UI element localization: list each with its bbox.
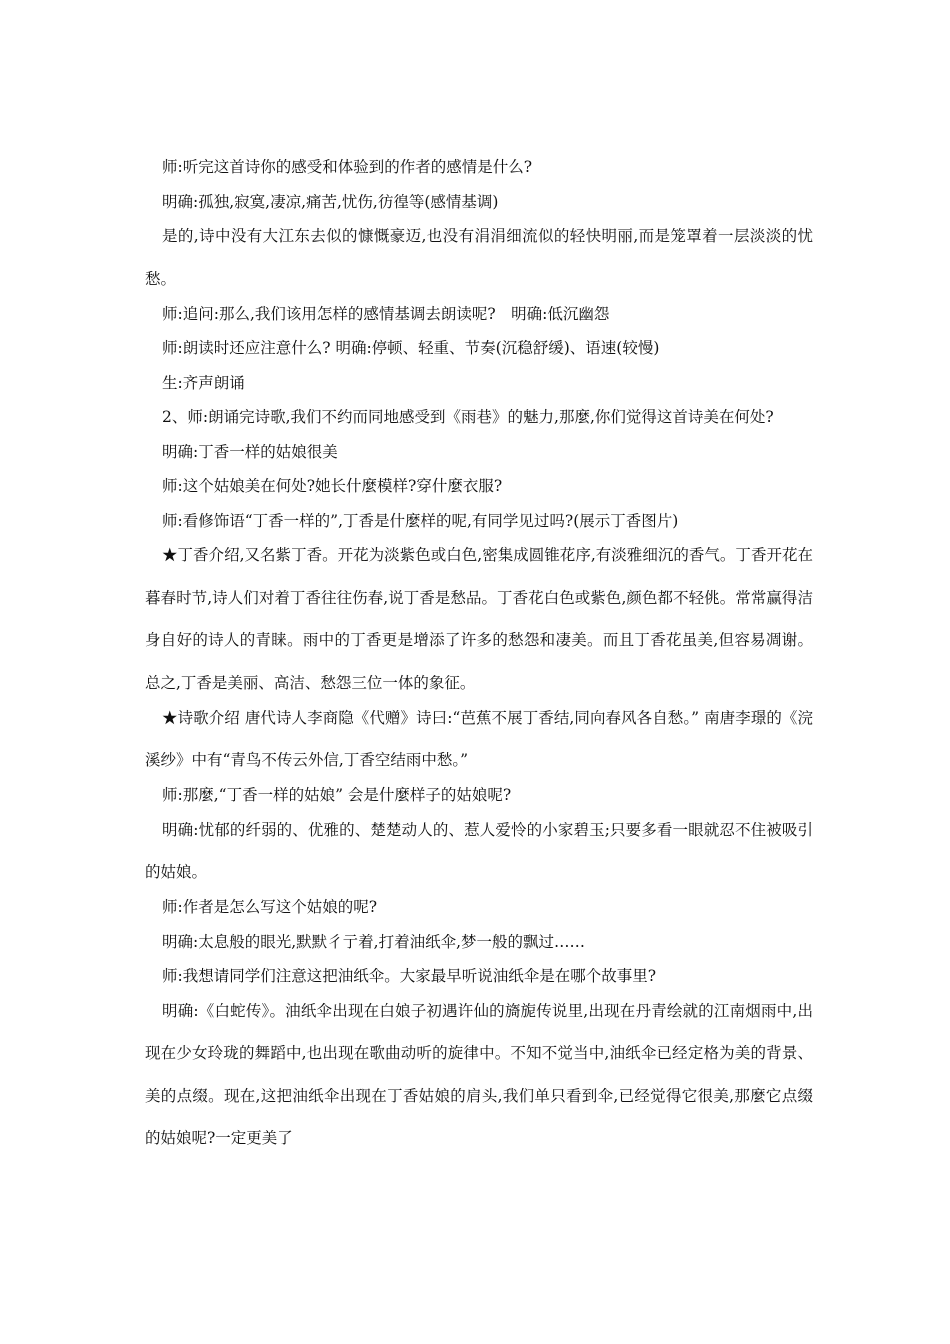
teacher-question-author-writing: 师:作者是怎么写这个姑娘的呢? [162, 898, 378, 916]
poetry-introduction: ★诗歌介绍 唐代诗人李商隐《代赠》诗曰:“芭蕉不展丁香结,同向春风各自愁。” 南唐李璟的《浣溪纱》中有“青鸟不传云外信,丁香空结雨中愁。” [145, 708, 813, 769]
teacher-modifier-lilac: 师:看修饰语“丁香一样的”,丁香是什麼样的呢,有同学见过吗?(展示丁香图片) [162, 511, 679, 530]
students-recite: 生:齐声朗诵 [162, 373, 245, 392]
teacher-followup-reading-tone: 师:追问:那么,我们该用怎样的感情基调去朗读呢? 明确:低沉幽怨 [162, 304, 610, 323]
teacher-question-umbrella: 师:我想请同学们注意这把油纸伞。大家最早听说油纸伞是在哪个故事里? [162, 967, 657, 985]
teacher-question-feeling: 师:听完这首诗你的感受和体验到的作者的感情是什么? [162, 158, 533, 176]
answer-girl-portrayal: 明确:太息般的眼光,默默彳亍着,打着油纸伞,梦一般的飘过…… [162, 932, 586, 951]
teacher-question-beauty: 2、师:朗诵完诗歌,我们不约而同地感受到《雨巷》的魅力,那麼,你们觉得这首诗美在何处? [162, 408, 774, 426]
teacher-reading-notes: 师:朗读时还应注意什么? 明确:停顿、轻重、节奏(沉稳舒缓)、语速(较慢) [162, 339, 660, 357]
answer-lilac-girl: 明确:丁香一样的姑娘很美 [162, 442, 338, 461]
lilac-introduction: ★丁香介绍,又名紫丁香。开花为淡紫色或白色,密集成圆锥花序,有淡雅细沉的香气。丁香开花在暮春时节,诗人们对着丁香往往伤春,说丁香是愁品。丁香花白色或紫色,颜色都不轻佻。常常赢得洁身自好的诗人的青睐。雨中的丁香更是增添了许多的愁怨和凄美。而且丁香花虽美,但容易凋谢。总之,丁香是美丽、高洁、愁怨三位一体的象征。 [145, 546, 813, 692]
teacher-question-girl-appearance: 师:这个姑娘美在何处?她长什麼模样?穿什麼衣服? [162, 477, 503, 495]
teacher-question-lilac-girl: 师:那麼,“丁香一样的姑娘” 会是什麼样子的姑娘呢? [162, 786, 512, 804]
answer-emotional-tone: 明确:孤独,寂寞,凄凉,痛苦,忧伤,彷徨等(感情基调) [162, 192, 499, 211]
answer-lilac-girl-description: 明确:忧郁的纤弱的、优雅的、楚楚动人的、惹人爱怜的小家碧玉;只要多看一眼就忍不住被吸引的姑娘。 [145, 820, 813, 881]
document-body [145, 156, 813, 1162]
paragraph-poem-mood: 是的,诗中没有大江东去似的慷慨豪迈,也没有涓涓细流似的轻快明丽,而是笼罩着一层淡淡的忧愁。 [145, 227, 813, 288]
answer-oil-paper-umbrella: 明确:《白蛇传》。油纸伞出现在白娘子初遇许仙的旖旎传说里,出现在丹青绘就的江南烟雨中,出现在少女玲珑的舞蹈中,也出现在歌曲动听的旋律中。不知不觉当中,油纸伞已经定格为美的背景、美的点缀。现在,这把油纸伞出现在丁香姑娘的肩头,我们单只看到伞,已经觉得它很美,那麼它点缀的姑娘呢?一定更美了 [145, 1001, 813, 1147]
